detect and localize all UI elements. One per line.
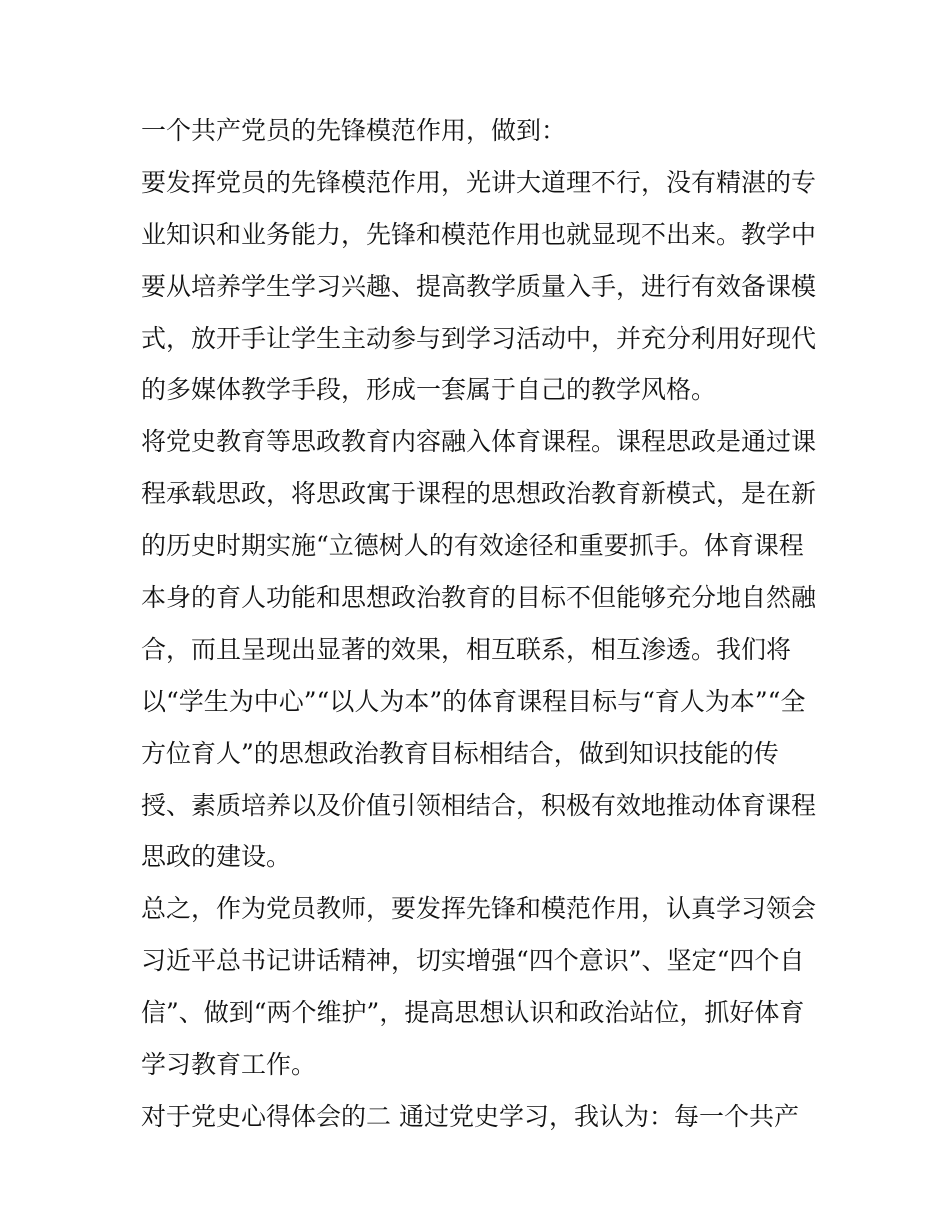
text-line: 习近平总书记讲话精神，切实增强“四个意识”、坚定“四个自 (141, 946, 805, 976)
text-line: 本身的育人功能和思想政治教育的目标不但能够充分地自然融 (141, 583, 817, 613)
text-line: 信”、做到“两个维护”，提高思想认识和政治站位，抓好体育 (141, 998, 805, 1028)
text-line: 的多媒体教学手段，形成一套属于自己的教学风格。 (141, 375, 717, 405)
text-line: 学习教育工作。 (141, 1050, 317, 1080)
text-line: 授、素质培养以及价值引领相结合，积极有效地推动体育课程 (141, 790, 817, 820)
text-line: 方位育人”的思想政治教育目标相结合，做到知识技能的传 (141, 738, 779, 768)
text-line: 合，而且呈现出显著的效果，相互联系，相互渗透。我们将 (141, 634, 792, 664)
text-line: 对于党史心得体会的二 通过党史学习，我认为：每一个共产 (141, 1101, 799, 1131)
text-line: 式，放开手让学生主动参与到学习活动中，并充分利用好现代 (141, 323, 817, 353)
text-line: 程承载思政，将思政寓于课程的思想政治教育新模式，是在新 (141, 479, 817, 509)
text-line: 以“学生为中心”“以人为本”的体育课程目标与“育人为本”“全 (141, 686, 806, 716)
text-line: 要从培养学生学习兴趣、提高教学质量入手，进行有效备课模 (141, 271, 817, 301)
text-line: 业知识和业务能力，先锋和模范作用也就显现不出来。教学中 (141, 219, 817, 249)
text-line: 要发挥党员的先锋模范作用，光讲大道理不行，没有精湛的专 (141, 167, 817, 197)
text-line: 总之，作为党员教师，要发挥先锋和模范作用，认真学习领会 (141, 894, 817, 924)
text-line: 一个共产党员的先锋模范作用，做到： (141, 116, 567, 145)
text-line: 思政的建设。 (141, 842, 292, 872)
text-line: 将党史教育等思政教育内容融入体育课程。课程思政是通过课 (141, 427, 817, 457)
text-line: 的历史时期实施“立德树人的有效途径和重要抓手。体育课程 (141, 531, 804, 561)
document-body (141, 108, 821, 1146)
